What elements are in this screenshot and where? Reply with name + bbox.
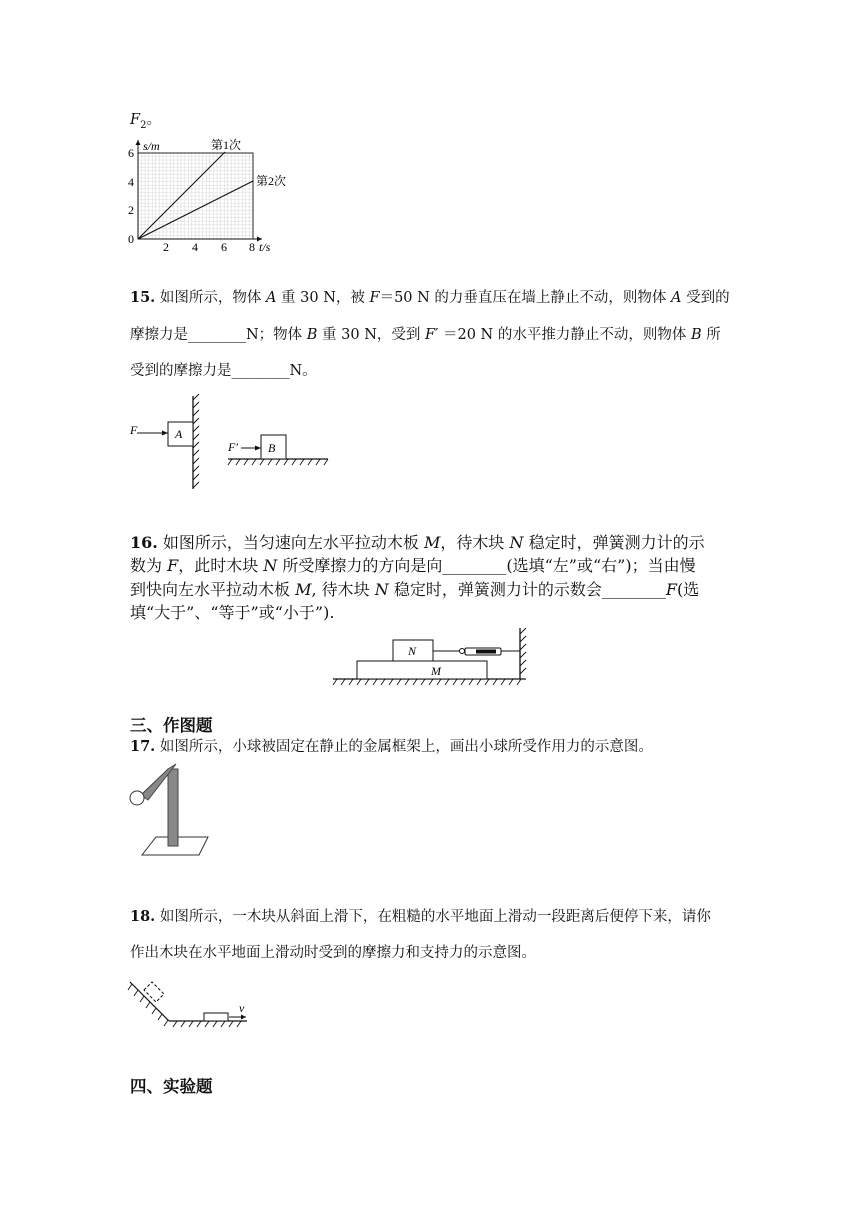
line-2-label: 第2次 xyxy=(256,174,287,188)
q16-line-4: 填“大于”、“等于”或“小于”). xyxy=(130,603,335,622)
x-tick-8: 8 xyxy=(249,240,255,254)
x-tick-6: 6 xyxy=(221,240,227,254)
x-tick-2: 2 xyxy=(163,240,169,254)
q15-line-1: 15. 如图所示，物体 A 重 30 N，被 F＝50 N 的力垂直压在墙上静止不动，则物体 A 受到的 xyxy=(130,289,730,306)
force-Fprime-label: F′ xyxy=(228,440,238,454)
q15-line-2: 摩擦力是________N；物体 B 重 30 N，受到 F′ ＝20 N 的水平推力静止不动，则物体 B 所 xyxy=(130,327,721,343)
incline xyxy=(130,982,169,1021)
q16-line-3: 到快向左水平拉动木板 M, 待木块 N 稳定时，弹簧测力计的示数会________F(选 xyxy=(130,580,700,599)
y-tick-2: 2 xyxy=(128,203,134,217)
section-4-title: 四、实验题 xyxy=(130,1077,213,1096)
origin-label: 0 xyxy=(128,232,134,246)
y-axis-label: s/m xyxy=(143,139,160,153)
velocity-label: v xyxy=(239,1001,245,1015)
block-A-label: A xyxy=(175,427,183,441)
force-F-label: F xyxy=(130,423,138,437)
y-tick-4: 4 xyxy=(128,175,134,189)
block-on-ground xyxy=(204,1013,228,1021)
x-tick-4: 4 xyxy=(192,240,198,254)
q17-line-1: 17. 如图所示，小球被固定在静止的金属框架上，画出小球所受作用力的示意图。 xyxy=(130,738,653,755)
q18-line-2: 作出木块在水平地面上滑动时受到的摩擦力和支持力的示意图。 xyxy=(130,945,536,961)
incline-hatching xyxy=(128,984,168,1026)
q15-line-3: 受到的摩擦力是________N。 xyxy=(130,363,317,379)
q16-line-1: 16. 如图所示，当匀速向左水平拉动木板 M，待木块 N 稳定时，弹簧测力计的示 xyxy=(130,533,705,552)
section-3-title: 三、作图题 xyxy=(130,716,213,735)
q16-line-2: 数为 F，此时木块 N 所受摩擦力的方向是向________(选填“左”或“右”)；当由慢 xyxy=(130,556,696,575)
board-M-label: M xyxy=(431,664,441,678)
ground-hatching xyxy=(173,1021,241,1027)
y-tick-6: 6 xyxy=(128,146,134,160)
x-axis-label: t/s xyxy=(259,240,271,254)
block-N-label: N xyxy=(408,644,417,658)
prev-question-fragment: $F_2$。 xyxy=(130,112,161,131)
block-B-label: B xyxy=(268,441,276,455)
q18-line-1: 18. 如图所示，一木块从斜面上滑下，在粗糙的水平地面上滑动一段距离后便停下来，请你 xyxy=(130,908,711,925)
line-1-label: 第1次 xyxy=(211,138,242,152)
